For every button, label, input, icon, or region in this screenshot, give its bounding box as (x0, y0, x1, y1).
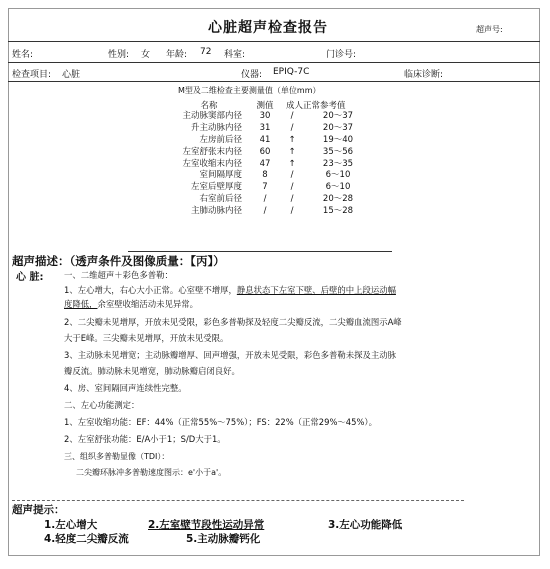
section-lv-function-title: 二、左心功能测定： (64, 400, 140, 410)
measurement-flag: / (290, 205, 294, 216)
column-header-reference: 成人正常参考值 (286, 100, 346, 111)
table-row (138, 146, 372, 158)
conclusion-item: 3.左心功能降低 (328, 519, 403, 531)
clinical-diagnosis-label: 临床诊断: (404, 70, 444, 80)
finding-4: 4、房、室间隔回声连续性完整。 (64, 383, 187, 393)
heart-label: 心 脏: (16, 272, 44, 283)
measurement-name: 主动脉窦部内径 (182, 111, 242, 122)
measurement-flag: ↑ (288, 158, 296, 169)
finding-2-line-1: 2、二尖瓣未见增厚，开放未见受限，彩色多普勒探及轻度二尖瓣反流，二尖瓣血流图示A峰 (64, 317, 402, 327)
table-row (138, 170, 372, 182)
measurement-name: 右室前后径 (199, 193, 242, 204)
measurement-reference: 6～10 (325, 170, 351, 181)
measurement-flag: ↑ (288, 134, 296, 145)
measurement-value: 31 (259, 123, 271, 134)
measurement-value: 7 (262, 182, 268, 193)
measurement-value: / (263, 193, 267, 204)
measurement-flag: ↑ (288, 146, 296, 157)
clinic-number-label: 门诊号: (326, 50, 357, 60)
measurement-value: 60 (259, 146, 271, 157)
department-label: 科室: (224, 50, 246, 60)
conclusion-label: 超声提示： (12, 504, 65, 516)
divider (8, 62, 540, 63)
measurement-name: 室间隔厚度 (199, 170, 242, 181)
instrument-value: EPIQ-7C (273, 67, 310, 77)
table-row (138, 205, 372, 217)
measurement-reference: 20～37 (322, 111, 354, 122)
measurement-table (138, 98, 372, 217)
measurement-value: 47 (259, 158, 271, 169)
instrument-label: 仪器: (241, 70, 263, 80)
table-row (138, 135, 372, 147)
ultrasound-id-label: 超声号: (476, 25, 503, 34)
name-label: 姓名: (12, 50, 34, 60)
measurement-value: / (263, 205, 267, 216)
measurement-name: 左室舒张末内径 (182, 146, 242, 157)
gender-value: 女 (141, 50, 151, 60)
measurement-reference: 23～35 (322, 158, 354, 169)
measurement-flag: / (290, 123, 294, 134)
table-underline (128, 251, 392, 252)
measurement-flag: / (290, 182, 294, 193)
finding-1-text: 1、左心增大，右心大小正常。心室壁不增厚， (64, 285, 237, 295)
finding-1-text-end: 余室壁收缩活动未见异常。 (97, 299, 198, 309)
lv-diastolic-function: 2、左室舒张功能：E/A小于1；S/D大于1。 (64, 434, 226, 444)
measurement-name: 主肺动脉内径 (190, 205, 242, 216)
table-row (138, 111, 372, 123)
measurement-flag: / (290, 193, 294, 204)
column-header-value: 测值 (256, 100, 274, 111)
measurement-value: 41 (259, 134, 271, 145)
section-tdi-title: 三、组织多普勒显像（TDI）： (64, 452, 170, 461)
measurement-name: 左室收缩末内径 (182, 158, 242, 169)
gender-label: 性别: (108, 50, 130, 60)
measurement-reference: 20～28 (322, 193, 354, 204)
measurement-reference: 15～28 (322, 205, 354, 216)
finding-1-line-2 (64, 298, 198, 311)
table-row (138, 182, 372, 194)
measurement-name: 升主动脉内径 (190, 123, 242, 134)
measurement-reference: 19～40 (322, 134, 354, 145)
exam-item-value: 心脏 (62, 70, 81, 80)
measurement-value: 8 (262, 170, 268, 181)
conclusion-item: 1.左心增大 (44, 519, 98, 531)
dotted-divider (12, 500, 464, 501)
age-value: 72 (200, 47, 212, 57)
table-row (138, 158, 372, 170)
measurement-name: 左房前后径 (199, 134, 242, 145)
tdi-finding: 二尖瓣环脉冲多普勒速度图示：e'小于a'。 (76, 468, 227, 477)
measurement-flag: / (290, 170, 294, 181)
table-row (138, 194, 372, 206)
age-label: 年龄: (166, 50, 188, 60)
finding-3-line-1: 3、主动脉未见增宽；主动脉瓣增厚、回声增强，开放未见受限，彩色多普勒未探及主动脉 (64, 350, 396, 360)
measurement-value: 30 (259, 111, 271, 122)
measurement-reference: 20～37 (322, 123, 354, 134)
measurement-name: 左室后壁厚度 (190, 182, 242, 193)
description-heading: 超声描述：（透声条件及图像质量：【丙】） (12, 254, 225, 268)
section-2d-doppler-title: 一、二维超声＋彩色多普勒： (64, 270, 173, 280)
finding-3-line-2: 瓣反流。肺动脉未见增宽，肺动脉瓣启闭良好。 (64, 366, 240, 376)
conclusion-item: 5.主动脉瓣钙化 (186, 533, 261, 545)
finding-1-highlight-end: 度降低， (64, 299, 98, 309)
column-header-name: 名称 (200, 100, 218, 111)
divider (8, 41, 540, 42)
divider (8, 81, 540, 82)
lv-systolic-function: 1、左室收缩功能：EF：44%（正常55%～75%）；FS：22%（正常29%～45%）。 (64, 417, 377, 427)
measurement-flag: / (290, 111, 294, 122)
finding-1-highlight: 静息状态下左室下壁、后壁的中上段运动幅 (236, 285, 396, 295)
measurement-table-title: M型及二维检查主要测量值（单位mm） (178, 86, 321, 95)
conclusion-item: 2.左室壁节段性运动异常 (148, 519, 265, 531)
report-title: 心脏超声检查报告 (208, 20, 328, 36)
finding-2-line-2: 大于E峰。三尖瓣未见增厚，开放未见受限。 (64, 333, 229, 343)
conclusion-item: 4.轻度二尖瓣反流 (44, 533, 129, 545)
exam-item-label: 检查项目: (12, 70, 52, 80)
measurement-reference: 6～10 (325, 182, 351, 193)
measurement-reference: 35～56 (322, 146, 354, 157)
table-row (138, 123, 372, 135)
finding-1-line-1 (64, 284, 396, 297)
